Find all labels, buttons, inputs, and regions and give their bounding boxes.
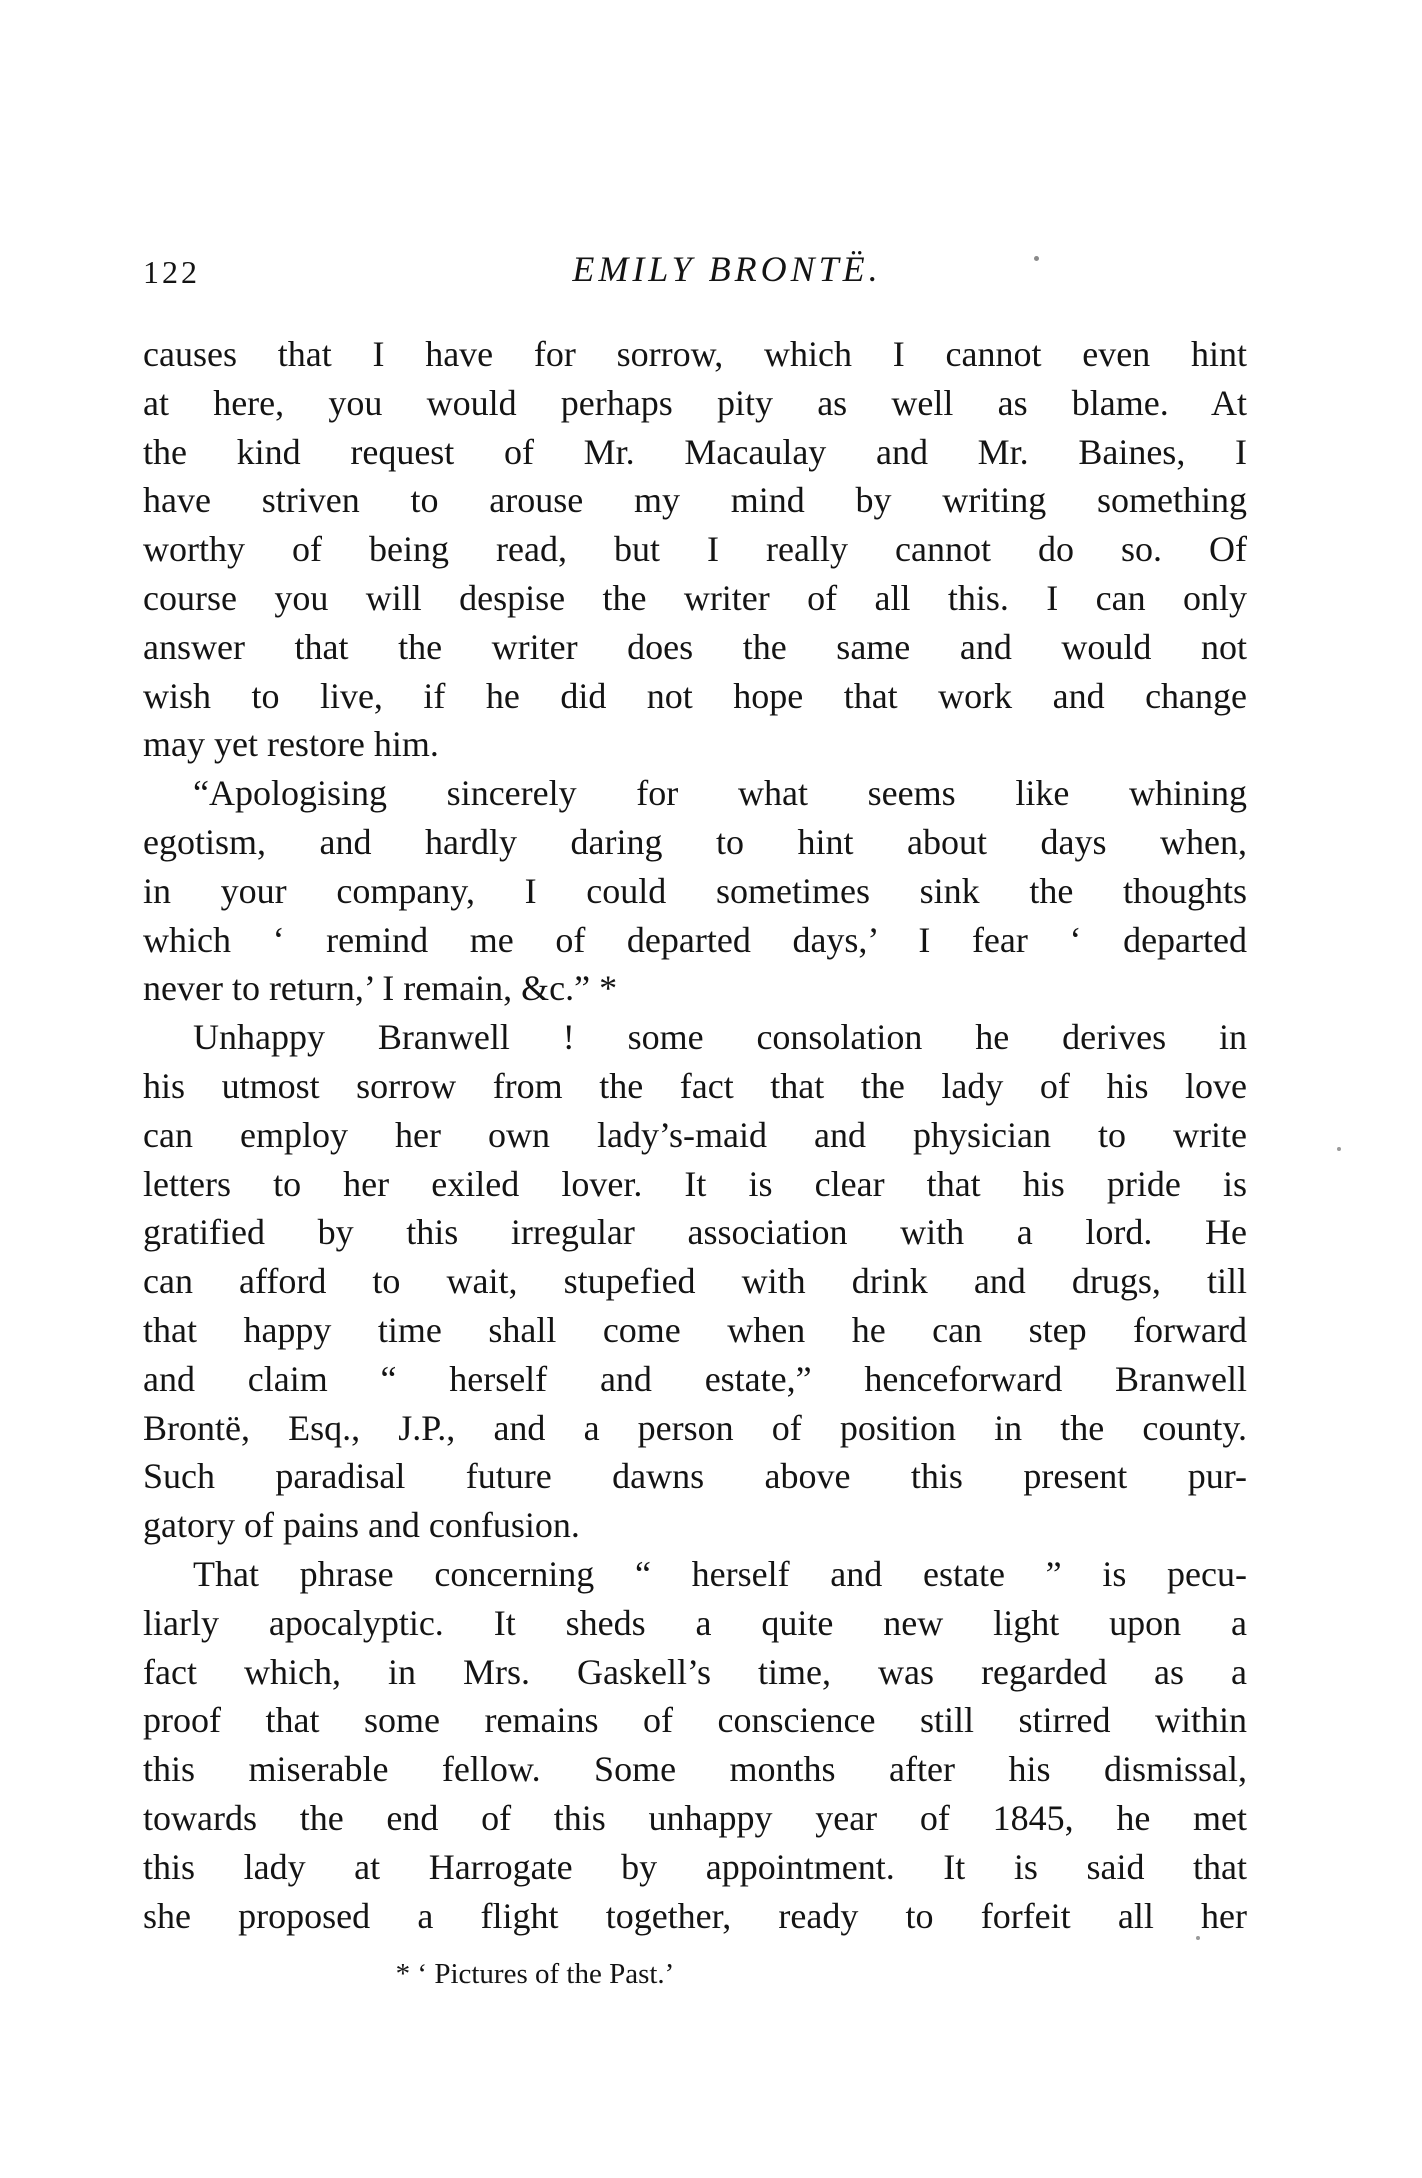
text-line: never to return,’ I remain, &c.” * xyxy=(143,968,618,1009)
text-line: answer that the writer does the same and would not xyxy=(143,626,1247,667)
text-line: That phrase concerning “ herself and estate ” is pecu- xyxy=(193,1553,1247,1594)
running-title: EMILY BRONTË. xyxy=(572,249,882,289)
text-line: gratified by this irregular association with a lord. He xyxy=(143,1212,1247,1253)
text-line: proof that some remains of conscience still stirred within xyxy=(143,1700,1247,1741)
text-line: in your company, I could sometimes sink the thoughts xyxy=(143,870,1247,911)
text-line: she proposed a flight together, ready to forfeit all her xyxy=(143,1895,1247,1936)
text-line: this lady at Harrogate by appointment. It is said that xyxy=(143,1846,1247,1887)
text-line: letters to her exiled lover. It is clear that his pride is xyxy=(143,1163,1247,1204)
text-line: gatory of pains and confusion. xyxy=(143,1505,580,1546)
text-line: course you will despise the writer of all this. I can only xyxy=(143,577,1247,618)
text-line: this miserable fellow. Some months after his dismissal, xyxy=(143,1749,1247,1790)
text-line: and claim “ herself and estate,” henceforward Branwell xyxy=(143,1358,1247,1399)
scan-speck xyxy=(1196,1936,1200,1940)
body-text xyxy=(143,330,1247,1940)
text-line: towards the end of this unhappy year of 1845, he met xyxy=(143,1797,1247,1838)
text-line: Such paradisal future dawns above this present pur- xyxy=(143,1456,1247,1497)
text-line: can afford to wait, stupefied with drink and drugs, till xyxy=(143,1261,1247,1302)
text-line: egotism, and hardly daring to hint about days when, xyxy=(143,821,1247,862)
page-header xyxy=(0,248,1422,298)
text-line: at here, you would perhaps pity as well as blame. At xyxy=(143,382,1247,423)
text-line: have striven to arouse my mind by writing something xyxy=(143,480,1247,521)
text-line: liarly apocalyptic. It sheds a quite new light upon a xyxy=(143,1602,1247,1643)
text-line: “Apologising sincerely for what seems like whining xyxy=(193,773,1247,814)
text-line: that happy time shall come when he can step forward xyxy=(143,1309,1247,1350)
text-line: may yet restore him. xyxy=(143,724,439,765)
text-line: fact which, in Mrs. Gaskell’s time, was regarded as a xyxy=(143,1651,1247,1692)
scan-speck xyxy=(1034,256,1039,261)
page-number: 122 xyxy=(143,254,200,290)
text-line: Brontë, Esq., J.P., and a person of position in the county. xyxy=(143,1407,1247,1448)
text-line: his utmost sorrow from the fact that the lady of his love xyxy=(143,1065,1247,1106)
footnote: * ‘ Pictures of the Past.’ xyxy=(395,1958,675,1990)
text-line: Unhappy Branwell ! some consolation he derives in xyxy=(193,1017,1247,1058)
text-line: which ‘ remind me of departed days,’ I fear ‘ departed xyxy=(143,919,1247,960)
scan-speck xyxy=(1337,1147,1341,1151)
text-line: causes that I have for sorrow, which I cannot even hint xyxy=(143,334,1247,374)
text-line: the kind request of Mr. Macaulay and Mr. Baines, I xyxy=(143,431,1247,472)
text-line: can employ her own lady’s-maid and physician to write xyxy=(143,1114,1247,1155)
text-line: wish to live, if he did not hope that work and change xyxy=(143,675,1247,716)
text-line: worthy of being read, but I really cannot do so. Of xyxy=(143,529,1247,570)
